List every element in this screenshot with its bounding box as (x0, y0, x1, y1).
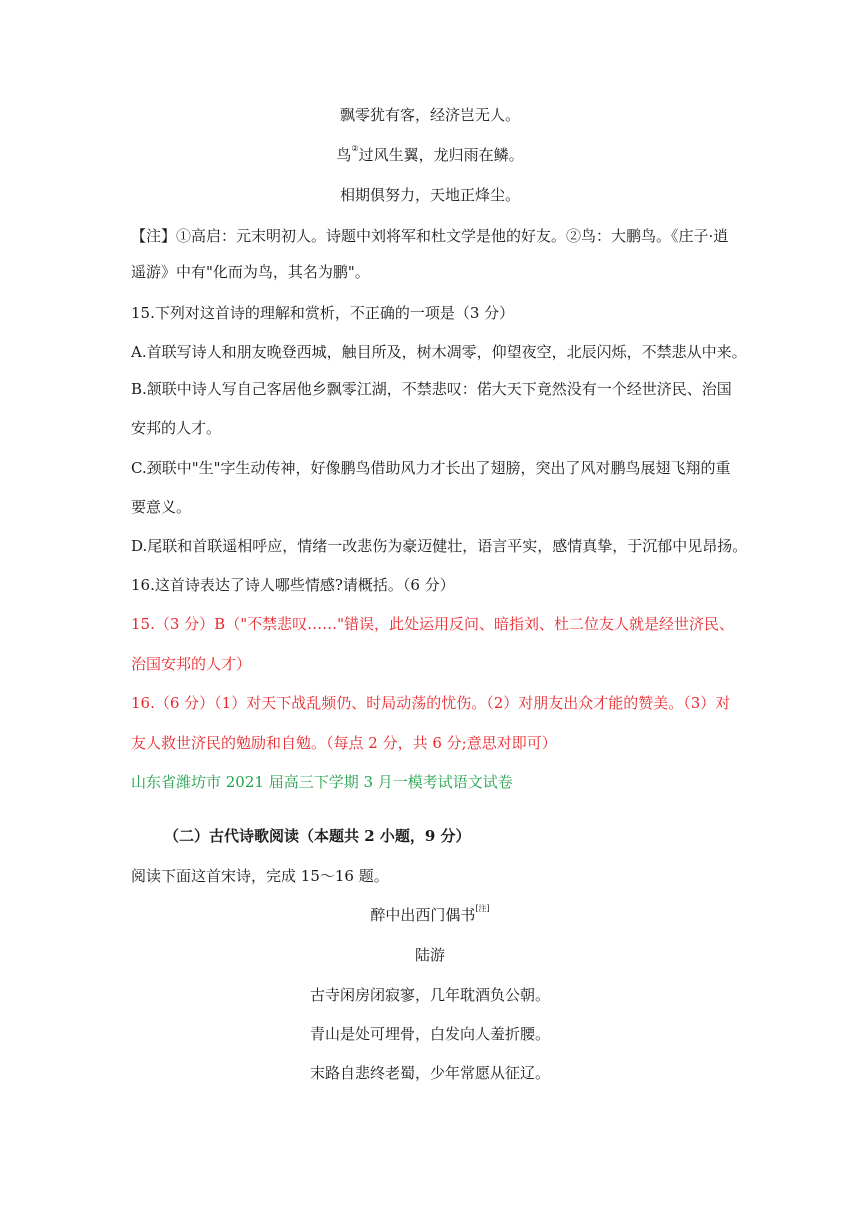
answer-15-line-2: 治国安邦的人才） (131, 655, 252, 673)
poem2-author: 陆游 (414, 946, 445, 964)
q16-stem: 16.这首诗表达了诗人哪些情感?请概括。（6 分） (131, 576, 455, 594)
q15-option-a: A.首联写诗人和朋友晚登西城，触目所及，树木凋零，仰望夜空，北辰闪烁，不禁悲从中来。 (131, 343, 747, 361)
q15-option-c-line-1: C.颈联中"生"字生动传神，好像鹏鸟借助风力才长出了翅膀，突出了风对鹏鸟展翅飞翔的重 (131, 459, 731, 477)
poem1-line-3: 相期俱努力，天地正烽尘。 (339, 186, 520, 204)
poem2-line-1: 古寺闲房闭寂寥，几年耽酒负公朝。 (309, 986, 550, 1004)
q15-option-c-line-2: 要意义。 (131, 498, 192, 516)
poem1-line-2-pre: 鸟 (336, 146, 352, 164)
poem2-line-2: 青山是处可埋骨，白发向人羞折腰。 (309, 1025, 550, 1043)
footnote-marker-note: [注] (475, 904, 490, 913)
q15-option-b-line-2: 安邦的人才。 (131, 419, 222, 437)
note-line-1: 【注】①高启：元末明初人。诗题中刘将军和杜文学是他的好友。②鸟：大鹏鸟。《庄子·逍 (131, 227, 729, 245)
poem2-line-3: 末路自悲终老蜀，少年常愿从征辽。 (309, 1064, 550, 1082)
poem2-title-text: 醉中出西门偶书 (370, 906, 476, 924)
poem1-line-2 (0, 145, 860, 165)
source-citation: 山东省潍坊市 2021 届高三下学期 3 月一模考试语文试卷 (131, 773, 513, 791)
section-heading: （二）古代诗歌阅读（本题共 2 小题，9 分） (164, 827, 471, 845)
q15-stem: 15.下列对这首诗的理解和赏析，不正确的一项是（3 分） (131, 304, 515, 322)
poem1-line-2-post: 过风生翼，龙归雨在鳞。 (358, 146, 524, 164)
section-instruction: 阅读下面这首宋诗，完成 15～16 题。 (131, 867, 389, 885)
footnote-marker-2: ② (351, 144, 359, 153)
q15-option-b-line-1: B.颔联中诗人写自己客居他乡飘零江湖，不禁悲叹：偌大天下竟然没有一个经世济民、治国 (131, 380, 732, 398)
answer-16-line-1: 16.（6 分）（1）对天下战乱频仍、时局动荡的忧伤。（2）对朋友出众才能的赞美。（3）对 (131, 694, 731, 712)
q15-option-d: D.尾联和首联遥相呼应，情绪一改悲伤为豪迈健壮，语言平实，感情真挚，于沉郁中见昂扬。 (131, 537, 748, 555)
poem1-line-1: 飘零犹有客，经济岂无人。 (339, 106, 520, 124)
poem2-title (0, 905, 860, 925)
note-line-2: 遥游》中有"化而为鸟，其名为鹏"。 (131, 263, 370, 281)
answer-15-line-1: 15.（3 分）B（"不禁悲叹……"错误，此处运用反问、暗指刘、杜二位友人就是经世济民、 (131, 615, 734, 633)
answer-16-line-2: 友人救世济民的勉励和自勉。（每点 2 分，共 6 分;意思对即可） (131, 734, 557, 752)
